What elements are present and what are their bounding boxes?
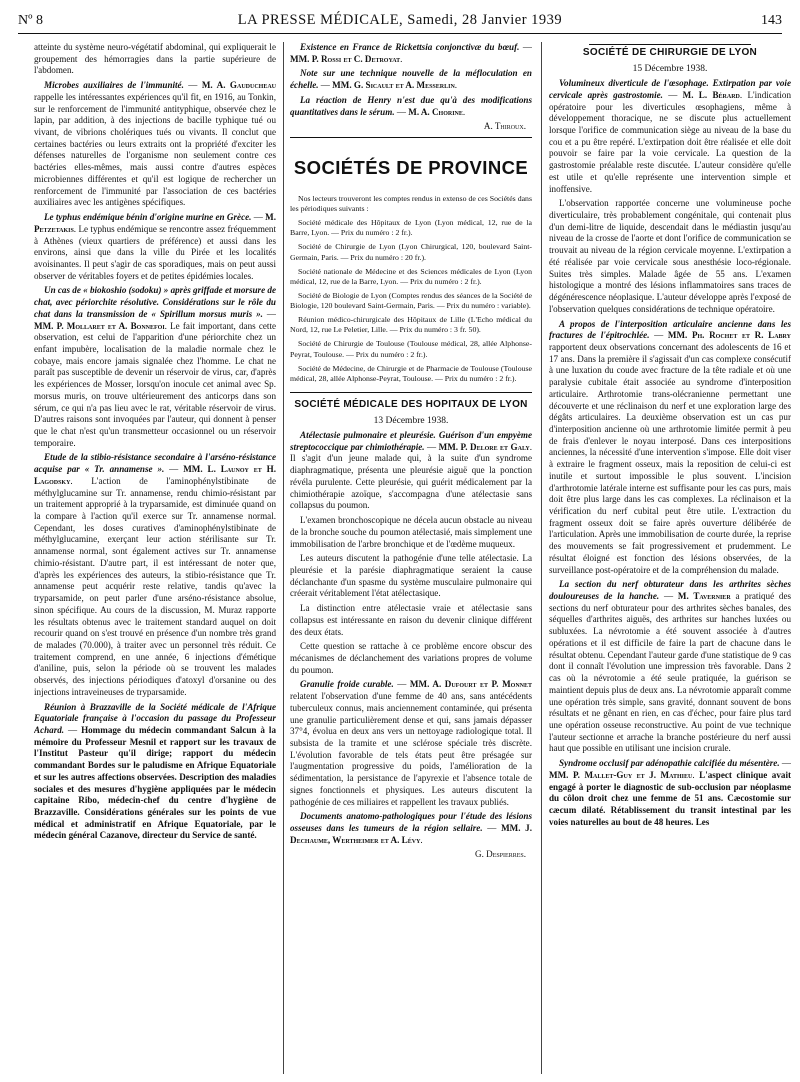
article-authors: MM. A. Dufourt et P. Monnet [409, 679, 532, 690]
provinces-intro: Nos lecteurs trouveront les comptes rendus in extenso de ces Sociétés dans les périodiques suivants : [290, 193, 532, 214]
list-item: Société nationale de Médecine et des Sciences médicales de Lyon (Lyon médical, 12, rue de la Barre, Lyon. — Prix du numéro : 2 fr.). [290, 266, 532, 286]
article-title: Un cas de « biokoshio (sodoku) » après griffade et morsure de chat, avec périorchite résolutive. Considérations sur le rôle du chat dans la transmission de « Spirillum morsus muris ». [34, 285, 276, 319]
article-authors: MM. Ph. Rochet et R. Labry [667, 330, 791, 341]
article-text: rappelle les intéressantes expériences qu'il fit, en 1916, au Tonkin, sur le renforcement de l'immunité antityphique, observée chez le lapin, par addition, à des injections de bacille typhique tué ou vivant, de vibrions cholériques tués ou vivants. Il conclut que certaines bactéries ou leurs extraits ont la propriété d'exciter les défenses naturelles de l'organisme non seulement contre ces bactéries elles-mêmes, mais aussi contre d'autres espèces microbiennes différentes et qu'il est logique de rechercher un renforcement de l'immunité par l'association de ces bactéries auxiliaires avec les antigènes spécifiques. [34, 91, 276, 208]
article-title: La réaction de Henry n'est due qu'à des modifications quantitatives dans le sérum. [290, 94, 532, 117]
article-authors: M. Tavernier [677, 591, 731, 602]
article: La section du nerf obturateur dans les arthrites sèches douloureuses de la hanche. — M. Tavernier a pratiqué des sections du nerf obturateur pour des arthrites sèches banales, des séquelles d'arthrites aiguës, des arthrites sur hanches luxées ou subluxées. La névrotomie a été souvent associée à d'autres opérations et il est difficile de faire la part de chacune dans le résultat obtenu. Cependant l'auteur garde d'une statistique de 9 cas dont il connaît l'évolution une impression très favorable. Dans 2 cas où la névrotomie a été seule pratiquée, la guérison se maintient depuis plus de deux ans. La névrotomie apparaît comme une opération très simple, sans gravité, donnant souvent de bons résultats et ne gênant en rien, en cas d'échec, pour faire plus tard une opération osseuse reconstructive. Au point de vue technique l'auteur sectionne et arrache la branche postérieure du nerf aussi haut que possible en utilisant une incision crurale. [549, 579, 791, 754]
issue-number: Nº 8 [18, 13, 43, 28]
article-text: L'observation rapportée concerne une volumineuse poche diverticulaire, très probablement congénitale, qui contenait plus d'un demi-litre de liquide, descendait dans le médiastin jusqu'au niveau de la crosse de l'aorte et dont l'orifice de communication se trouvait au niveau de la région cervicale moyenne. L'extirpation a été réalisée par voie cervicale sous anesthésie loco-régionale. Suites très simples. Malade âgée de 55 ans. L'examen histologique a montré des lésions inflammatoires sans traces de dégénérescence néoplasique. L'auteur développe après l'exposé de l'observation quelques considérations de technique opératoire. [549, 198, 791, 314]
article-title: Le typhus endémique bénin d'origine murine en Grèce. [44, 212, 252, 223]
article-authors: MM. G. Sicault et A. Messerlin [332, 80, 455, 91]
article: Atélectasie pulmonaire et pleurésie. Guérison d'un empyème streptococcique par chimiothérapie. — MM. P. Delore et Galy. Il s'agit d'un jeune malade qui, à la suite d'un syndrome diaphragmatique, présenta une pleurésie aiguë que la ponction révéla purulente. Cette pleurésie, qui guérit médicalement par la chimiothérapie azoïque, s'accompagna d'une atélectasie sans collapsus du poumon. [290, 430, 532, 511]
provinces-list [290, 194, 532, 384]
article-title: Syndrome occlusif par adénopathie calcifiée du mésentère. [559, 758, 780, 769]
article-text: L'examen bronchoscopique ne décela aucun obstacle au niveau de la bronche souche du poumon atélectasié, mais simplement une immobilisation de l'arbre bronchique et de l'œdème muqueux. [290, 515, 532, 549]
article: Microbes auxiliaires de l'immunité. — M. A. Gauducheau rappelle les intéressantes expériences qu'il fit, en 1916, au Tonkin, sur le renforcement de l'immunité antityphique, observée chez le lapin, par addition, à des injections de bacille typhique tué ou vivant, de vibrions cholériques tués ou vivants. Il conclut que certaines bactéries ou leurs extraits ont la propriété d'exciter les défenses naturelles de l'organisme non seulement contre ces bactéries elles-mêmes, mais aussi contre d'autres espèces microbiennes différentes et qu'il est logique de rechercher un renforcement de l'immunité par l'association de ces bactéries auxiliaires avec les antigènes spécifiques. [34, 80, 276, 208]
article-title: Granulie froide curable. [300, 679, 394, 690]
article-authors: M. Petzetakis [34, 212, 276, 234]
article: Note sur une technique nouvelle de la méfloculation en échelle. — MM. G. Sicault et A. Messerlin. [290, 68, 532, 91]
article-title: Existence en France de Rickettsia conjonctivæ du bœuf. [300, 42, 520, 52]
article-authors: M. L. Bérard [682, 89, 740, 100]
article-title: Documents anatomo-pathologiques pour l'étude des lésions osseuses dans les tumeurs de la région sellaire. [290, 811, 532, 834]
article: Granulie froide curable. — MM. A. Dufourt et P. Monnet relatent l'observation d'une femme de 40 ans, sans antécédents tuberculeux connus, mais anciennement contaminée, qui présenta une granulie particulièrement dense et qui, sans jamais dépasser 37°4, évolua en deux ans vers un nettoyage radiologique total. Il subsista de la tramite et une sclérose spéciale très discrète. L'évolution favorable de tels états peut être présagée sur l'augmentation progressive du poids, l'amélioration de la sédimentation, la persistance de l'apyrexie et l'absence totale de signes fonctionnels et physiques. Les auteurs discutent la pathogénie de ces miliaires et rappellent les travaux publiés. [290, 679, 532, 807]
signature: G. Despierres. [475, 849, 526, 860]
article-authors: MM. P. Rossi et C. Detroyat [290, 53, 401, 64]
article-text: Il s'agit d'un jeune malade qui, à la suite d'un syndrome diaphragmatique, présenta une pleurésie aiguë que la ponction révéla purulente. Cette pleurésie, qui guérit médicalement par la chimiothérapie azoïque, s'accompagna d'une atélectasie sans collapsus du poumon. [290, 453, 532, 511]
column-3 [549, 42, 791, 1072]
article-text: rapportent deux observations concernant des adolescents de 16 et 17 ans. Dans la première il s'agissait d'un cas complexe consécutif à une luxation du coude avec fracture de la tête radiale et où une paralysie cubitale était associée au syndrome d'interposition articulaire. Arthrotomie trans-olécranienne permettant une découverte et une réclinaison du nerf et une exploration large des dégâts articulaires. La deuxième observation est un cas pur d'interposition ancienne où une arthrotomie limitée permit à peu de frais d'enlever le noyau interposé. Dans ces interpositions anciennes, la nécessité d'une intervention s'impose. Elle doit viser à extraire le fragment osseux, mais la reposition de celui-ci est inutile et surtout impossible le plus souvent. L'incision d'arthrotomie latérale interne est suffisante pour les cas purs, mais doit être plus large dans les cas complexes. La réclinaison et la vérification du nerf cubital peut être utile. L'extraction du fragment osseux doit se faire après ouverture délibérée de l'articulation. Après une immobilisation de courte durée, la reprise des mouvements se fait progressivement et prudemment. Le résultat éloigné est fonction des lésions observées, de la surveillance post-opératoire et de la compréhension du malade. [549, 341, 791, 575]
article: Documents anatomo-pathologiques pour l'étude des lésions osseuses dans les tumeurs de la région sellaire. — MM. J. Dechaume, Wertheimer et A. Lévy. [290, 811, 532, 845]
article-title: Etude de la stibio-résistance secondaire à l'arséno-résistance acquise par « Tr. annamense ». [34, 452, 276, 475]
article-authors: MM. P. Delore et Galy [438, 441, 530, 452]
session-date: 13 Décembre 1938. [373, 415, 449, 426]
list-item: Société de Biologie de Lyon (Comptes rendus des séances de la Société de Biologie, 120 boulevard Saint-Germain, Paris. — Prix du numéro : variable). [290, 290, 532, 311]
article-text: relatent l'observation d'une femme de 40 ans, sans antécédents tuberculeux connus, mais anciennement contaminée, qui présenta une granulie particulièrement dense et qui, sans jamais dépasser 37°4, évolua en deux ans vers un nettoyage radiologique total. Il subsista de la tramite et une sclérose spéciale très discrète. L'évolution favorable de tels états peut être présagée sur l'augmentation progressive du poids, l'amélioration de la sédimentation, la persistance de l'apyrexie et l'absence totale de signes fonctionnels et physiques. Les auteurs discutent la pathogénie de ces miliaires et rappellent les travaux publiés. [290, 691, 532, 807]
list-item: Société de Médecine, de Chirurgie et de Pharmacie de Toulouse (Toulouse médical, 28, allée Alphonse-Peyrat, Toulouse. — Prix du numéro : 2 fr.). [290, 363, 532, 383]
article-text: L'aspect clinique avait engagé à porter le diagnostic de sub-occlusion par néoplasme du côlon droit chez une femme de 51 ans. Cæcostomie sur cæcum dilaté. Rétablissement du transit intestinal par les voies naturelles au bout de 48 heures. Les [549, 769, 791, 827]
article: Le typhus endémique bénin d'origine murine en Grèce. — M. Petzetakis. Le typhus endémique se rencontre assez fréquemment à Athènes (vieux quartiers de préférence) et aussi dans les environs, ainsi que dans la ville du Pirée et les localités avoisinantes. Il peut s'agir de cas sporadiques, mais on peut aussi observer de véritables foyers et de petites épidémies locales. [34, 212, 276, 281]
society-heading: SOCIÉTÉ DE CHIRURGIE DE LYON [582, 47, 758, 58]
article: Syndrome occlusif par adénopathie calcifiée du mésentère. — MM. P. Mallet-Guy et J. Mathieu. L'aspect clinique avait engagé à porter le diagnostic de sub-occlusion par néoplasme du côlon droit chez une femme de 51 ans. Cæcostomie sur cæcum dilaté. Rétablissement du transit intestinal par les voies naturelles au bout de 48 heures. Les [549, 758, 791, 827]
article-title: Microbes auxiliaires de l'immunité. [44, 80, 184, 91]
column-1 [34, 42, 276, 1072]
article-title: La section du nerf obturateur dans les arthrites sèches douloureuses de la hanche. [549, 579, 791, 602]
provinces-box [290, 137, 532, 393]
list-item: Société médicale des Hôpitaux de Lyon (Lyon médical, 12, rue de la Barre, Lyon. — Prix du numéro : 2 fr.). [290, 218, 532, 238]
article: A propos de l'interposition articulaire ancienne dans les fractures de l'épitrochlée. — MM. Ph. Rochet et R. Labry rapportent deux observations concernant des adolescents de 16 et 17 ans. Dans la première il s'agissait d'un cas complexe consécutif à une luxation du coude avec fracture de la tête radiale et où une paralysie cubitale était associée au syndrome d'interposition articulaire. Arthrotomie trans-olécranienne permettant une découverte et une réclinaison du nerf et une exploration large des dégâts articulaires. La deuxième observation est un cas pur d'interposition ancienne où une arthrotomie limitée permit à peu de frais d'enlever le noyau interposé. Dans ces interpositions anciennes, la nécessité d'une intervention s'impose. Elle doit viser à extraire le fragment osseux, mais la reposition de celui-ci est inutile et surtout impossible le plus souvent. L'incision d'arthrotomie latérale interne est suffisante pour les cas purs, mais doit être plus large dans les cas complexes. La réclinaison et la vérification du nerf cubital peut être utile. L'extraction du fragment osseux doit se faire après ouverture délibérée de l'articulation. Après une immobilisation de courte durée, la reprise des mouvements se fait progressivement et prudemment. Le résultat éloigné est fonction des lésions observées, de la surveillance post-opératoire et de la compréhension du malade. [549, 318, 791, 575]
article-title: Note sur une technique nouvelle de la méfloculation en échelle. [290, 68, 532, 91]
article-text: Le typhus endémique se rencontre assez fréquemment à Athènes (vieux quartiers de préférence) et aussi dans les environs, ainsi que dans la ville du Pirée et les localités avoisinantes. Il peut s'agir de cas sporadiques, mais on peut aussi observer de véritables foyers et de petites épidémies locales. [34, 223, 276, 281]
article-text: Cette question se rattache à ce problème encore obscur des mécanismes de déclanchement des variations propres de volume du poumon. [290, 641, 532, 675]
article-title: A propos de l'interposition articulaire ancienne dans les fractures de l'épitrochlée. [549, 318, 791, 341]
article: Etude de la stibio-résistance secondaire à l'arséno-résistance acquise par « Tr. annamense ». — MM. L. Launoy et H. Lagodsky. L'action de l'aminophénylstibinate de méthylglucamine sur Tr. annamense, rendu chimio-résistant par un traitement approprié à la tryparsamide, est diminuée quand on la compare à l'action qu'il exerce sur Tr. annamense normal. Cependant, les doses curatives d'aminophénylstibinate de méthylglucamine, exerçant leur action stérilisante sur Tr. annamense normal, sont également actives sur Tr. annamense chimio-résistant. D'autre part, il est intéressant de noter que, d'après les expériences des auteurs, la stibio-résistance que Tr. annamense peut acquérir reste relative, tandis qu'avec la tryparsamide, on peut parler d'une arséno-résistance absolue, sinon spécifique. Au cours de la discussion, M. Muraz rapporte les résultats obtenus avec le traitement standard auquel on doit recourir quand on s'est trouvé en présence d'un nombre très grand de malades (70.000), à traiter avec un personnel très réduit. Ce traitement comprend, en une année, 6 injections d'émétique d'aniline, puis, selon la période où se trouvent les malades observés, des injections périodiques d'atoxyl d'orsanine ou des injections intraveineuses de tryparsamide. [34, 452, 276, 697]
article-text: Le fait important, dans cette observation, est celui de l'apparition d'une périorchite chez un enfant impubère, localisation de la maladie normale chez le cobaye, mais encore jamais signalée chez l'homme. Le chat ne paraît pas susceptible de devenir un réservoir de virus, car, d'après les expériences de Mosser, lorsqu'on inocule cet animal avec Sp. morsus muris, on trouve ultérieurement des anticorps dans son sérum, ce qui n'a pas lieu avec le rat, véritable réservoir de virus. D'autres raisons sont invoquées par l'auteur, qui donnent à penser que le chat n'est qu'un transmetteur occasionnel ou un réservoir temporaire. [34, 320, 276, 448]
session-date: 15 Décembre 1938. [632, 63, 708, 74]
article-title: Réunion à Brazzaville de la Société médicale de l'Afrique Equatoriale française à l'occasion du passage du Professeur Achard. [34, 701, 276, 735]
article: La réaction de Henry n'est due qu'à des modifications quantitatives dans le sérum. — M. A. Chorine. [290, 94, 532, 117]
article-title: Volumineux diverticule de l'œsophage. Extirpation par voie cervicale après gastrostomie. [549, 78, 791, 100]
divider [589, 44, 751, 45]
page-number: 143 [761, 13, 782, 28]
article: Existence en France de Rickettsia conjonctivæ du bœuf. — MM. P. Rossi et C. Detroyat. [290, 42, 532, 64]
column-2 [290, 42, 532, 1072]
page-header [18, 10, 782, 34]
column-rule [541, 42, 542, 1074]
article-text: La distinction entre atélectasie vraie et atélectasie sans collapsus est intéressante en raison du devenir clinique différent des deux états. [290, 603, 532, 637]
article-authors: MM. J. Dechaume, Wertheimer et A. Lévy [290, 823, 532, 845]
article-text: L'indication opératoire pour les diverticules œsophagiens, même à développement thoracique, ne se discute plus actuellement lorsque l'orifice de communication siège au niveau de la base du cou et a pu être repéré. L'extirpation doit être réalisée et elle doit pouvoir se faire par la voie cervicale. La question de la gastrostomie préalable reste discutée. L'auteur considère qu'elle est utile et qu'elle représente une intervention simple et inoffensive. [549, 89, 791, 194]
article-text: Les auteurs discutent la pathogénie d'une telle atélectasie. La pleurésie et la parésie diaphragmatique seraient la cause déclanchante d'un spasme du système musculaire pulmonaire qui créerait véritablement l'état atélectasique. [290, 553, 532, 599]
article-title: Atélectasie pulmonaire et pleurésie. Guérison d'un empyème streptococcique par chimiothérapie. [290, 430, 532, 452]
article-text: atteinte du système neuro-végétatif abdominal, qui expliquerait le groupement des hémorragies dans la partie supérieure de l'abdomen. [34, 42, 276, 76]
section-title: SOCIÉTÉS DE PROVINCE [293, 157, 529, 179]
article-authors: MM. L. Launoy et H. Lagodsky [34, 464, 276, 486]
article-text: a pratiqué des sections du nerf obturateur pour des arthrites sèches banales, des séquelles d'arthrites aiguës, des arthrites sur hanches luxées ou subluxées. La névrotomie a été souvent associée à d'autres opérations et il est difficile de faire la part de chacune dans le résultat obtenu. Cependant l'auteur garde d'une statistique de 9 cas dont il connaît l'évolution une impression très favorable. Dans 2 cas où la névrotomie a été seule pratiquée, la guérison se maintient depuis plus de deux ans. La névrotomie apparaît comme une opération très simple, sans gravité, donnant souvent de bons résultats et ne gênant en rien, en cas d'échec, pour faire plus tard une opération osseuse reconstructive. Au point de vue technique l'auteur sectionne et arrache la branche postérieure du nerf aussi haut que possible en utilisant une incision crurale. [549, 591, 791, 754]
column-rule [283, 42, 284, 1074]
article-authors: MM. P. Mollaret et A. Bonnefoi [34, 320, 165, 331]
list-item: Société de Chirurgie de Lyon (Lyon Chirurgical, 120, boulevard Saint-Germain, Paris. — Prix du numéro : 20 fr.). [290, 242, 532, 262]
article-authors: M. A. Gauducheau [201, 80, 276, 91]
article: Un cas de « biokoshio (sodoku) » après griffade et morsure de chat, avec périorchite résolutive. Considérations sur le rôle du chat dans la transmission de « Spirillum morsus muris ». — MM. P. Mollaret et A. Bonnefoi. Le fait important, dans cette observation, est celui de l'apparition d'une périorchite chez un enfant impubère, localisation de la maladie normale chez le cobaye, mais encore jamais signalée chez l'homme. Le chat ne paraît pas susceptible de devenir un réservoir de virus, car, d'après les expériences de Mosser, lorsqu'on inocule cet animal avec Sp. morsus muris, on trouve ultérieurement des anticorps dans son sérum, ce qui n'a pas lieu avec le rat, véritable réservoir de virus. D'autres raisons sont invoquées par l'auteur, qui donnent à penser que le chat n'est qu'un transmetteur occasionnel ou un réservoir temporaire. [34, 285, 276, 448]
society-heading: SOCIÉTÉ MÉDICALE DES HOPITAUX DE LYON [294, 398, 528, 410]
article-text: Hommage du médecin commandant Salcun à la mémoire du Professeur Mesnil et rapport sur les travaux de l'Institut Pasteur qu'il dirige; rapport du médecin commandant Bordes sur le paludisme en Afrique Equatoriale et sur les autres affections observées. Description des maladies sociales et des mesures d'hygiène appliquées par le médecin capitaine Ribo, médecin-chef du centre d'hygiène de Brazzaville. Considérations générales sur les points de vue médical et administratif en Afrique Equatoriale, par le médecin général Cazanove, directeur du Service de santé. [34, 724, 276, 841]
list-item: Réunion médico-chirurgicale des Hôpitaux de Lille (L'Echo médical du Nord, 12, rue Le Peletier, Lille. — Prix du numéro : 3 fr. 50). [290, 315, 532, 335]
article: Volumineux diverticule de l'œsophage. Extirpation par voie cervicale après gastrostomie. — M. L. Bérard. L'indication opératoire pour les diverticules œsophagiens, même à développement thoracique, ne se discute plus actuellement lorsque l'orifice de communication siège au niveau de la base du cou et a pu être repéré. L'extirpation doit être réalisée et elle doit pouvoir se faire par la voie cervicale. La question de la gastrostomie préalable reste discutée. L'auteur considère qu'elle est utile et qu'elle représente une intervention simple et inoffensive. [549, 78, 791, 194]
article-authors: MM. P. Mallet-Guy et J. Mathieu [549, 769, 693, 780]
article-text: L'action de l'aminophénylstibinate de méthylglucamine sur Tr. annamense, rendu chimio-résistant par un traitement approprié à la tryparsamide, est diminuée quand on la compare à l'action qu'il exerce sur Tr. annamense normal. Cependant, les doses curatives d'aminophénylstibinate de méthylglucamine, exerçant leur action stérilisante sur Tr. annamense normal, sont également actives sur Tr. annamense chimio-résistant. D'autre part, il est intéressant de noter que, d'après les expériences des auteurs, la stibio-résistance que Tr. annamense peut acquérir reste relative, tandis qu'avec la tryparsamide, on peut parler d'une arséno-résistance absolue, sinon spécifique. Au cours de la discussion, M. Muraz rapporte les résultats obtenus avec le traitement standard auquel on doit recourir quand on s'est trouvé en présence d'un nombre très grand de malades (70.000), à traiter avec un personnel très réduit. Ce traitement comprend, en une année, 6 injections d'émétique d'aniline, puis, selon la période où se trouvent les malades observés, des injections périodiques d'atoxyl d'orsanine ou des injections intraveineuses de tryparsamide. [34, 475, 276, 697]
article-authors: M. A. Chorine [408, 106, 463, 117]
signature: A. Thiroux. [483, 121, 526, 132]
journal-title: LA PRESSE MÉDICALE, Samedi, 28 Janvier 1939 [237, 12, 563, 28]
article: Réunion à Brazzaville de la Société médicale de l'Afrique Equatoriale française à l'occasion du passage du Professeur Achard. — Hommage du médecin commandant Salcun à la mémoire du Professeur Mesnil et rapport sur les travaux de l'Institut Pasteur qu'il dirige; rapport du médecin commandant Bordes sur le paludisme en Afrique Equatoriale et sur les autres affections observées. Description des maladies sociales et des mesures d'hygiène appliquées par le médecin capitaine Ribo, médecin-chef du centre d'hygiène de Brazzaville. Considérations générales sur les points de vue médical et administratif en Afrique Equatoriale, par le médecin général Cazanove, directeur du Service de santé. [34, 701, 276, 841]
list-item: Société de Chirurgie de Toulouse (Toulouse médical, 28, allée Alphonse-Peyrat, Toulouse. — Prix du numéro : 2 fr.). [290, 339, 532, 359]
